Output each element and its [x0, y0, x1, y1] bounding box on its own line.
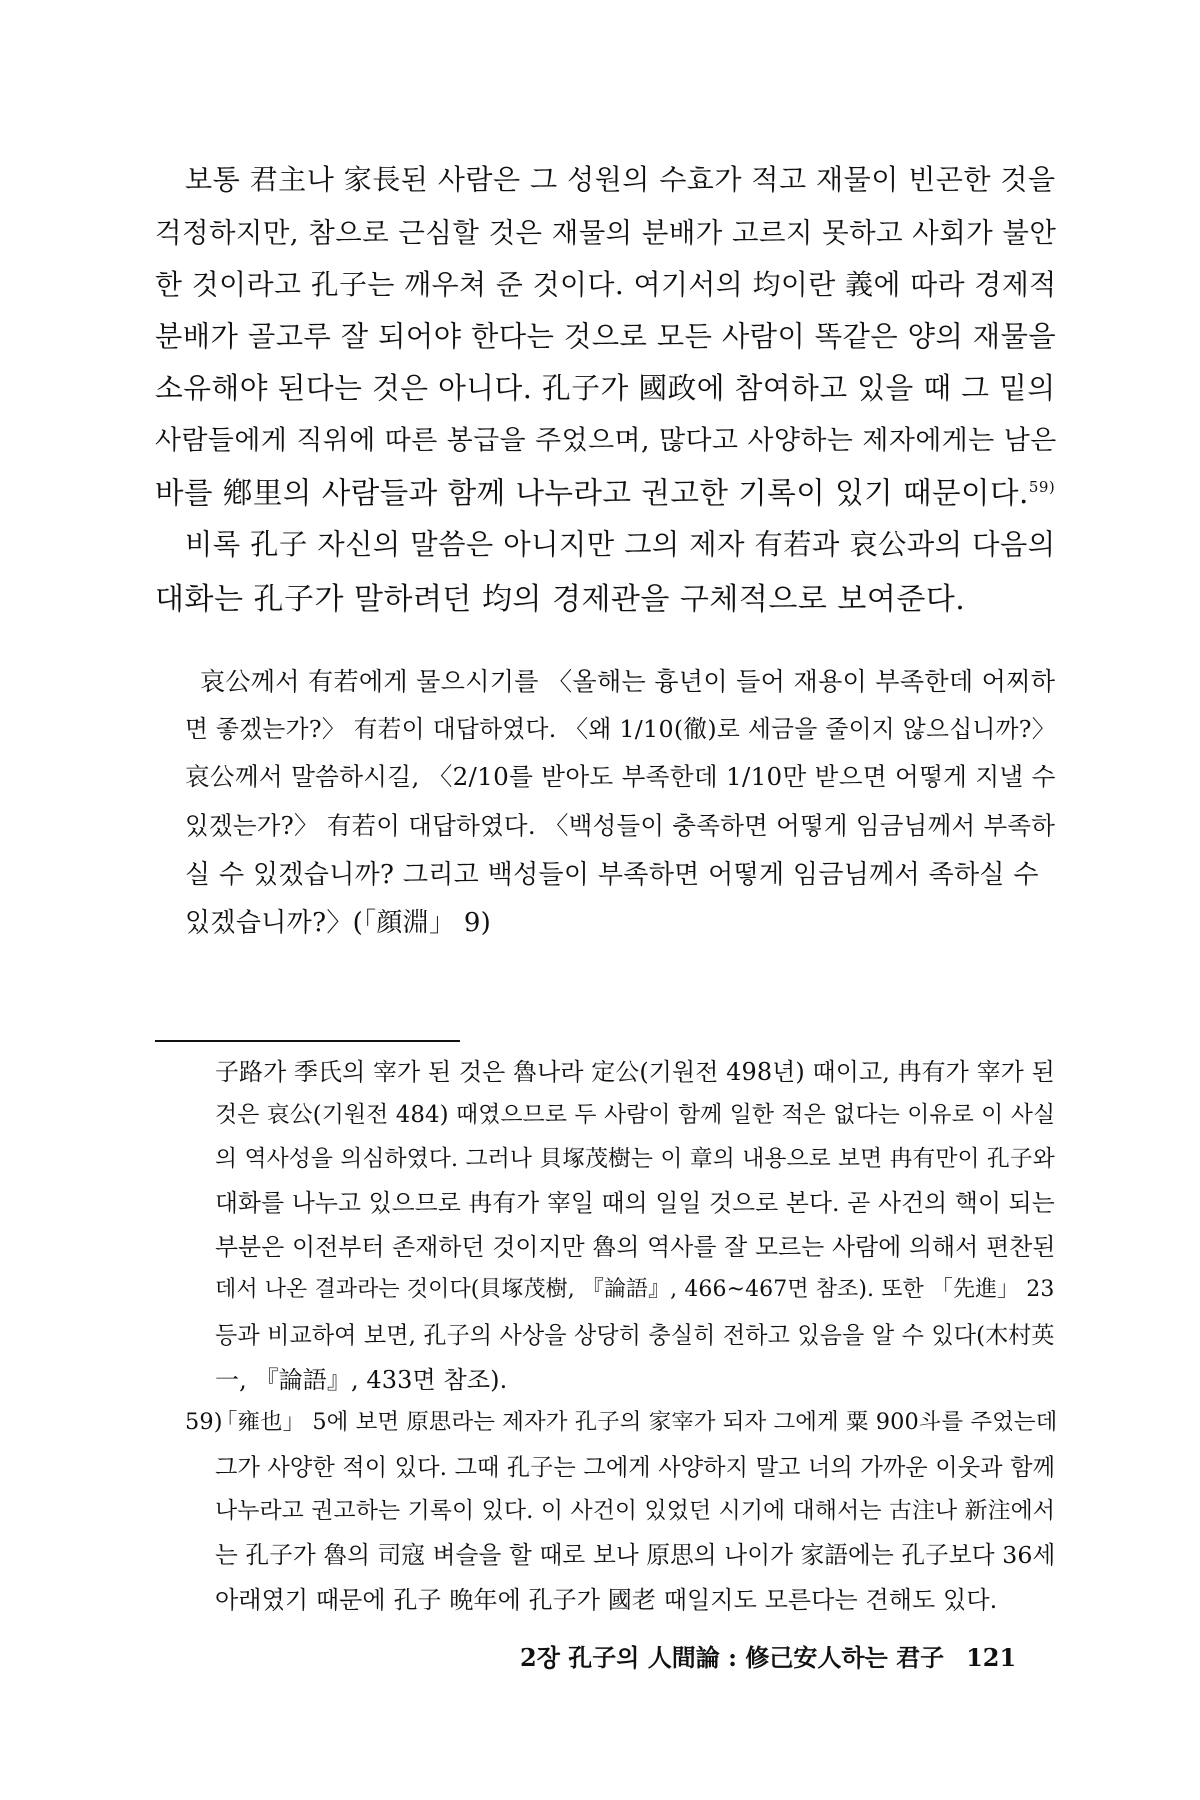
body-line: 소유해야 된다는 것은 아니다. 孔子가 國政에 참여하고 있을 때 그 밑의 — [155, 371, 1056, 405]
body-line-last — [155, 470, 1055, 512]
footnote-line: 데서 나온 결과라는 것이다(貝塚茂樹, 『論語』, 466~467면 참조). 또한 「先進」 23 — [215, 1277, 1055, 1302]
footnote-line: 나누라고 권고하는 기록이 있다. 이 사건이 있었던 시기에 대해서는 古注나 新注에서 — [215, 1498, 1056, 1524]
footnote-ref-59: 59) — [1028, 478, 1056, 497]
running-footer — [520, 1638, 1016, 1673]
footnote-line: 子路가 季氏의 宰가 된 것은 魯나라 定公(기원전 498년) 때이고, 冉有가 宰가 된 — [215, 1058, 1055, 1086]
footnote-line: 등과 비교하여 보면, 孔子의 사상을 상당히 충실히 전하고 있음을 알 수 있다(木村英 — [215, 1323, 1055, 1349]
quote-line: 哀公께서 말씀하시길, 〈2/10를 받아도 부족한데 1/10만 받으면 어떻게 지낼 수 — [185, 762, 1056, 791]
quote-line: 있겠습니까?〉(「顔淵」 9) — [185, 908, 492, 938]
body-line: 한 것이라고 孔子는 깨우쳐 준 것이다. 여기서의 均이란 義에 따라 경제적 — [155, 268, 1057, 301]
quote-line: 있겠는가?〉 有若이 대답하였다. 〈백성들이 충족하면 어떻게 임금님께서 부족하 — [185, 811, 1056, 840]
body-line: 분배가 골고루 잘 되어야 한다는 것으로 모든 사람이 똑같은 양의 재물을 — [155, 320, 1057, 353]
footnote-line: 대화를 나누고 있으므로 冉有가 宰일 때의 일일 것으로 본다. 곧 사건의 핵이 되는 — [215, 1189, 1055, 1217]
page-number: 121 — [966, 1643, 1017, 1672]
body-line: 비록 孔子 자신의 말씀은 아니지만 그의 제자 有若과 哀公과의 다음의 — [185, 528, 1056, 561]
body-line: 보통 君主나 家長된 사람은 그 성원의 수효가 적고 재물이 빈곤한 것을 — [185, 163, 1056, 196]
footnote-number: 59) — [185, 1409, 223, 1435]
footnote-line: 부분은 이전부터 존재하던 것이지만 魯의 역사를 잘 모르는 사람에 의해서 편찬된 — [215, 1233, 1056, 1261]
footnote-text: 「雍也」 5에 보면 原思라는 제자가 孔子의 家宰가 되자 그에게 粟 900斗를 주었는데 — [215, 1409, 1058, 1435]
body-line: 대화는 孔子가 말하려던 均의 경제관을 구체적으로 보여준다. — [155, 582, 966, 617]
quote-line: 면 좋겠는가?〉 有若이 대답하였다. 〈왜 1/10(徹)로 세금을 줄이지 않으십니까?〉 — [185, 715, 1056, 743]
footnote-line: 一, 『論語』, 433면 참조). — [215, 1366, 508, 1394]
footnote-separator — [155, 1040, 460, 1042]
body-line: 걱정하지만, 참으로 근심할 것은 재물의 분배가 고르지 못하고 사회가 불안 — [155, 218, 1057, 249]
body-line: 사람들에게 직위에 따른 봉급을 주었으며, 많다고 사양하는 제자에게는 남은 — [155, 425, 1057, 456]
quote-line: 哀公께서 有若에게 물으시기를 〈올해는 흉년이 들어 재용이 부족한데 어찌하 — [200, 667, 1056, 696]
chapter-title: 2장 孔子의 人間論 : 修己安人하는 君子 — [520, 1643, 945, 1672]
body-line-text: 바를 鄕里의 사람들과 함께 나누라고 권고한 기록이 있기 때문이다. — [155, 476, 1029, 510]
quote-line: 실 수 있겠습니까? 그리고 백성들이 부족하면 어떻게 임금님께서 족하실 수 — [185, 860, 1039, 890]
footnote-line: 것은 哀公(기원전 484) 때였으므로 두 사람이 함께 일한 적은 없다는 이유로 이 사실 — [215, 1102, 1056, 1128]
footnote-line: 는 孔子가 魯의 司寇 벼슬을 할 때로 보나 原思의 나이가 家語에는 孔子보다 36세 — [215, 1541, 1056, 1569]
footnote-line: 의 역사성을 의심하였다. 그러나 貝塚茂樹는 이 章의 내용으로 보면 冉有만이 孔子와 — [215, 1146, 1055, 1172]
footnote-line: 아래였기 때문에 孔子 晩年에 孔子가 國老 때일지도 모른다는 견해도 있다. — [215, 1586, 998, 1614]
footnote-line: 그가 사양한 적이 있다. 그때 孔子는 그에게 사양하지 말고 너의 가까운 이웃과 함께 — [215, 1454, 1056, 1481]
footnote-line — [185, 1404, 1057, 1436]
